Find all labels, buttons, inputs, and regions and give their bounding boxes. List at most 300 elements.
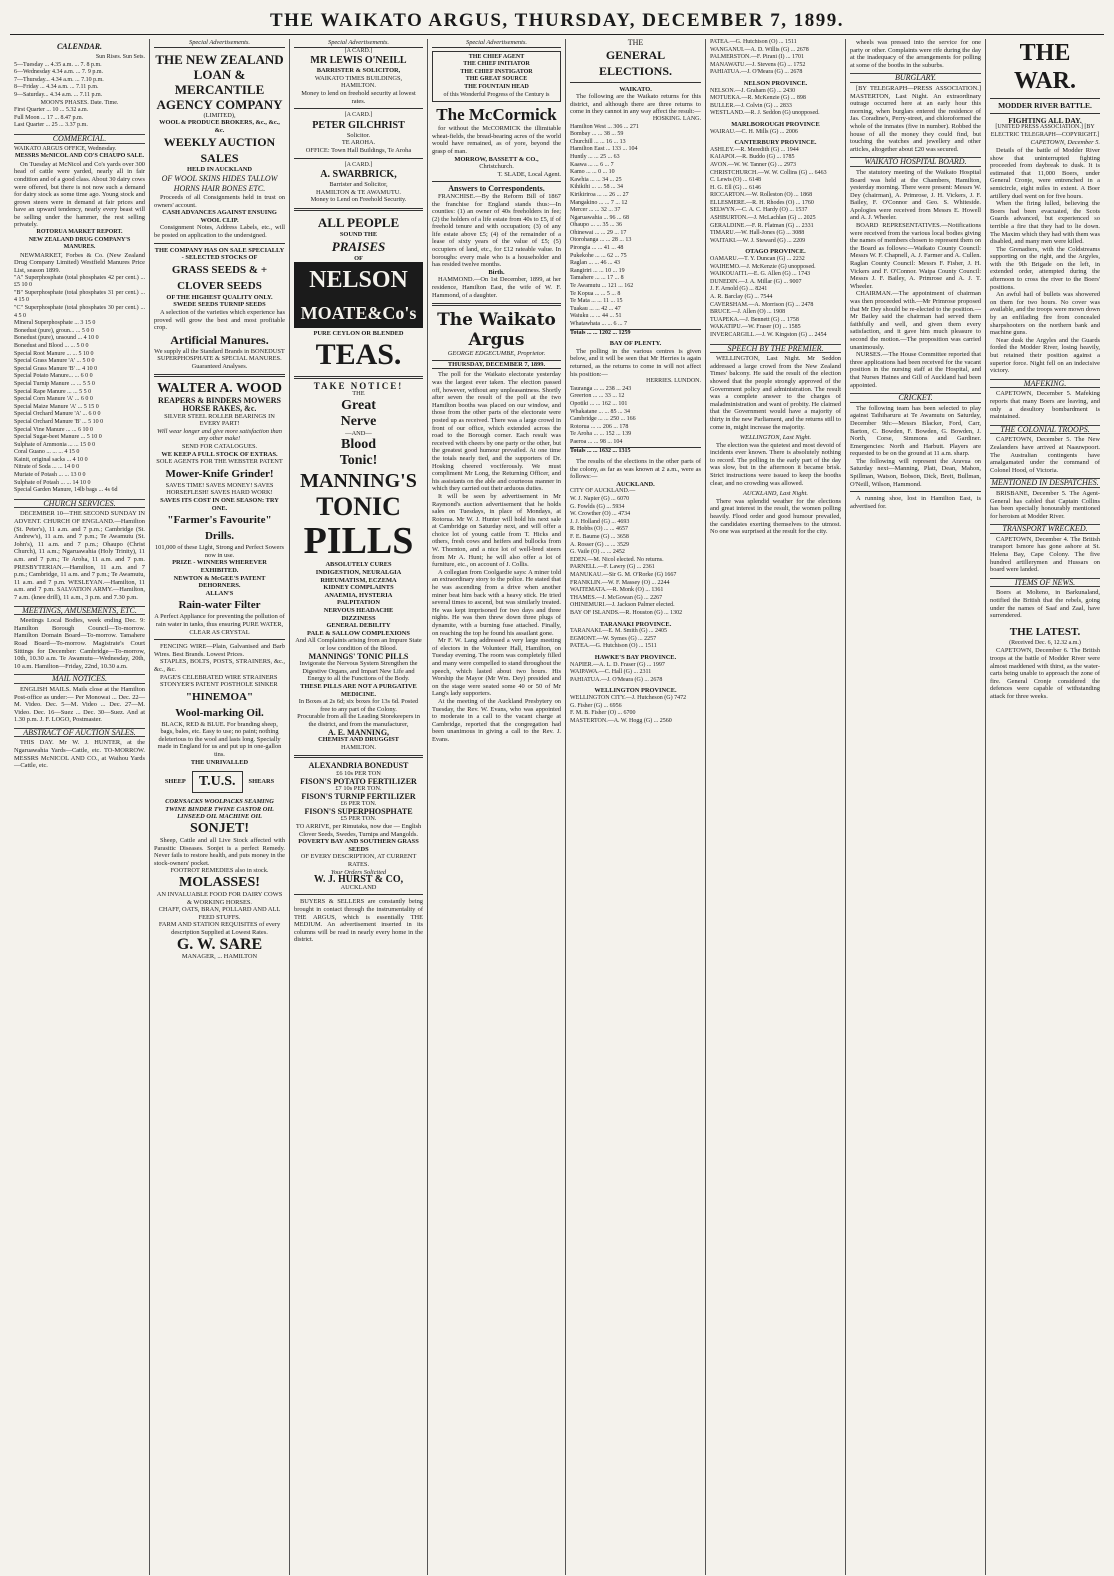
war-text-3: The Grenadiers, with the Coldstreams supporting on the right, and the Argyles, with the 9th Brigade on the left, in extended order, attempted during the afternoon to cross the river to the Boers' positions. [990, 245, 1100, 291]
divider [154, 639, 285, 640]
col4-header: Special Advertisements. [432, 39, 561, 48]
result-row: Ohinewai ... ... 29 ... 17 [570, 229, 627, 236]
column-7 [846, 39, 986, 1575]
wood-rakes: HORSE RAKES, &c. [182, 404, 257, 414]
praises: PRAISES [331, 238, 386, 254]
manure-item: Muriate of Potash ... ... 13 0 0 [14, 472, 86, 479]
bop-total: Totals ... ... 1632 ... 1315 [570, 447, 701, 456]
tonic: Tonic! [339, 453, 378, 469]
card-lewis-oneill: MR LEWIS O'NEILL [310, 55, 407, 67]
items-head: ITEMS OF NEWS. [990, 578, 1100, 588]
result-row: KAIAPOI.—R. Buddo (G) ... 1785 [710, 154, 795, 161]
alexandria: ALEXANDRIA BONEDUST [308, 761, 409, 771]
hospital-head: WAIKATO HOSPITAL BOARD. [850, 157, 981, 167]
colonial-head: THE COLONIAL TROOPS. [990, 425, 1100, 435]
column-4 [428, 39, 566, 1575]
moon-row: First Quarter ... 10 ... 5.32 a.m. [14, 107, 89, 114]
leader-1: The poll for the Waikato electorate yesterday was the largest ever taken. The election passed off, however, without any unpleasantness. Shortly after seven the result of the poll at the two Hamilton booths was placed on our window, and those from the other parts of the electorate were posted up as received. There was a large crowd in front of our office, which extended across the road to the Borough corner. Each result was received with cheers by one party or the other, but the greatest good humour prevailed. At one time the totals nearly tied, and the supporters of Dr. Hosking cheered vociferously. We must compliment Mr Long, the Returning Officer, and his assistants on the able and courteous manner in which they carried out their arduous duties. [432, 371, 561, 493]
great: Great [341, 397, 376, 413]
sole-agents: SOLE AGENTS FOR THE WEBSTER PATENT [156, 458, 283, 466]
result-row: Pukekohe ... ... 62 ... 75 [570, 252, 627, 259]
result-row: Opotiki ... ... 162 ... 101 [570, 400, 628, 407]
all-people: ALL PEOPLE [317, 214, 400, 230]
result-row: BRUCE.—J. Allen (O) ... 1908 [710, 309, 786, 316]
fighting: FIGHTING ALL DAY. [1008, 115, 1082, 125]
leader-4: Mr F. W. Lang addressed a very large meeting of electors in the Volunteer Hall, Hamilton, on Tuesday evening. The room was completely filled and many were compelled to stand throughout the speech, which lasted about two hours. His Worship the Mayor (Mr Wm. Dey) presided and on the stage were seated some 40 or 50 of Mr Lang's lady supporters. [432, 637, 561, 698]
nzlma-trade: WOOL & PRODUCE BROKERS, &c., &c., &c. [159, 119, 280, 134]
cure-item: ANAEMIA, HYSTERIA [324, 591, 393, 599]
bop-head: BAY OF PLENTY. [609, 340, 662, 348]
manure-item: Special Grass Manure 'B' ... 4 10 0 [14, 365, 98, 372]
dateline: CAPETOWN, December 5. [1030, 139, 1100, 147]
result-row: Hamilton East ... 133 ... 104 [570, 146, 638, 153]
result-row: Waiuku ... ... 44 ... 51 [570, 313, 622, 320]
otago-head: OTAGO PROVINCE. [745, 248, 806, 256]
result-row: C. Lewis (O) ... 6148 [710, 177, 761, 184]
orders: Your Orders Solicited [330, 868, 387, 876]
card-title: Barrister and Solicitor, [329, 181, 388, 189]
result-row: Paeroa ... ... 98 ... 104 [570, 438, 623, 445]
chemist: CHEMIST AND DRUGGIST [318, 736, 399, 744]
consignment-text: Consignment Notes, Address Labels, etc., will be posted on application to the undersigned. [154, 224, 285, 239]
manures-text: NEWMARKET, Forbes & Co. (New Zealand Drug Company Limited) Westfield Manures Price List, season 1899. [14, 251, 145, 275]
divider [154, 374, 285, 377]
elections-title: GENERAL ELECTIONS. [598, 47, 673, 78]
result-row: PAHIATUA.—J. O'Meara (G) ... 2678 [570, 676, 663, 683]
fisons-turnip: FISON'S TURNIP FERTILIZER [301, 791, 416, 801]
leader-5: At the meeting of the Auckland Presbytery on Tuesday, the Rev. W. Evans, who was appointed to moderate in a call to the vacant charge at Cambridge, reported that the congregation had been unanimous in giving a call to the Rev. J. Evans. [432, 697, 561, 743]
manure-item: Sulphate of Ammonia ... ... 15 0 0 [14, 441, 96, 448]
result-row: WESTLAND.—R. J. Seddon (G) unopposed. [710, 110, 820, 117]
result-row: SELWYN.—C. A. C. Hardy (O) ... 1537 [710, 207, 808, 214]
commercial-title: COMMERCIAL. [14, 134, 145, 144]
result-row: MANAWATU.—J. Stevens (G) ... 1752 [710, 61, 806, 68]
cash-advances: CASH ADVANCES AGAINST ENSUING WOOL CLIP. [162, 209, 277, 224]
take-notice: TAKE NOTICE! [313, 380, 404, 391]
farm-requisites: FARM AND STATION REQUISITES of every description Supplied at Lowest Rates. [158, 921, 281, 936]
result-row: WELLINGTON CITY.—J. Hutcheson (G) 7472 [570, 694, 687, 701]
divider [294, 755, 423, 758]
result-row: BULLER.—J. Colvin (G) ... 2833 [710, 102, 792, 109]
goods-list: OF WOOL SKINS HIDES TALLOW HORNS HAIR BONES ETC. [161, 173, 278, 193]
hurst-town: AUCKLAND [340, 883, 377, 891]
hinemoa: "HINEMOA" [185, 690, 254, 703]
wood-reapers: REAPERS & BINDERS MOWERS [158, 396, 281, 406]
result-row: F. E. Baume (G) ... 3658 [570, 534, 629, 541]
result-row: Cambridge ... ... 250 ... 166 [570, 416, 636, 423]
saves-time: SAVES TIME! SAVES MONEY! SAVES HORSEFLESH! SAVES HARD WORK! [165, 481, 274, 497]
manufacturer: A. E. MANNING, [327, 727, 390, 737]
manure-item: "B" Superphosphate (total phosphates 31 per cent.) ... 4 15 0 [14, 289, 145, 304]
result-row: W. Crowther (O) ... 4734 [570, 511, 631, 518]
moon-header: MOON'S PHASES. Date. Time. [40, 99, 119, 106]
result-row: INVERCARGILL.—J. W. Kingston (G) ... 2454 [710, 331, 827, 338]
highest-quality: OF THE HIGHEST QUALITY ONLY. [166, 293, 273, 301]
saves-cost: SAVES ITS COST IN ONE SEASON: TRY ONE. [160, 497, 279, 512]
result-row: Rotorua ... ... 206 ... 178 [570, 423, 629, 430]
artificial-text: We supply all the Standard Brands in BONEDUST SUPERPHOSPHATE & SPECIAL MANURES. Guaranteed Analyses. [154, 347, 285, 370]
artificial-title: Artificial Manures. [170, 332, 269, 347]
result-row: WAITAKI.—W. J. Steward (G) ... 2209 [710, 237, 806, 244]
manure-item: Special Grass Manure 'A' ... 5 0 0 [14, 358, 95, 365]
pills: PILLS [303, 520, 414, 563]
result-row: PAHIATUA.—J. O'Meara (G) ... 2678 [710, 69, 803, 76]
divider [294, 894, 423, 895]
result-row: Greerton ... ... 33 ... 12 [570, 393, 625, 400]
canterbury-head: CANTERBURY PROVINCE. [734, 139, 817, 147]
pages-strainers: PAGE'S CELEBRATED WIRE STRAINERS [160, 673, 278, 681]
divider [850, 491, 981, 492]
fisons-potato: FISON'S POTATO FERTILIZER [300, 776, 417, 786]
otago-table [710, 256, 841, 340]
card-label: [A CARD.] [344, 47, 373, 54]
drills-text: 101,000 of these Light, Strong and Perfect Sowers now in use. [154, 544, 285, 559]
result-row: G. Vaile (O) ... ... 2452 [570, 549, 625, 556]
divider [432, 181, 561, 182]
keep-stock: WE KEEP A FULL STOCK OF EXTRAS. [161, 450, 278, 458]
cure-item: DIZZINESS [341, 614, 376, 622]
of-every: OF EVERY DESCRIPTION, AT CURRENT RATES. [300, 853, 417, 869]
box-line: THE CHIEF INSTIGATOR [460, 68, 533, 75]
card-money: Money to lend on freehold security at lowest rates. [301, 89, 416, 105]
result-row: WAIPAWA.—C. Hall (G) ... 2311 [570, 669, 652, 676]
result-row: Hamilton West ... 306 ... 271 [570, 123, 639, 130]
wood-wear: Will wear longer and give more satisfaction than any other make! [157, 427, 282, 443]
answers-title: Answers to Correspondents. [448, 184, 545, 194]
column-8 [986, 39, 1104, 1575]
manure-item: Sulphate of Potash ... ... 14 10 0 [14, 479, 91, 486]
pure-ceylon: PURE CEYLON OR BLENDED [313, 330, 404, 338]
manure-item: Coral Guano ... ... ... 4 15 0 [14, 449, 80, 456]
war-title: THE WAR. [1013, 40, 1076, 94]
blood: Blood [340, 437, 376, 453]
result-row: OHINEMURI.—J. Jackson Palmer elected. [570, 602, 675, 609]
dateline: THURSDAY, DECEMBER 7, 1899. [432, 360, 561, 370]
waikato-total: Totals ... ... 1202 ... 1259 [570, 329, 701, 338]
buyers-sellers: BUYERS & SELLERS are constantly being brought in contact through the instrumentality of THE ARGUS, which is essentially THE MEDIUM. An advertisement inserted in its columns will be read in nearly every home in the district. [294, 898, 423, 944]
items-text: Boers at Molteno, in Barkunaland, notified the British that the rebels, going under the names of Saaf and Zaal, have surrendered. [990, 589, 1100, 620]
card-swarbrick: A. SWARBRICK, [320, 169, 397, 181]
result-row: ASHLEY.—R. Meredith (G) ... 1944 [710, 146, 799, 153]
bop-intro: The polling in the various centres is given below, and it will be seen that Mr Herries is again returned, as the returns to come in will not affect his position:— [570, 347, 701, 378]
card-town: TE AROHA. [341, 139, 376, 147]
column-1 [10, 39, 150, 1575]
nelson-banner: NELSON [294, 262, 423, 298]
card-addr: WAIKATO TIMES BUILDINGS, [314, 74, 403, 82]
card-money: Money to Lend on Freehold Security. [310, 196, 407, 204]
column-3 [290, 39, 428, 1575]
result-row: Otorohanga ... ... 28 ... 13 [570, 237, 632, 244]
other-seats [570, 557, 701, 618]
result-row: Ngaruawahia ... 96 ... 68 [570, 214, 629, 221]
newton-dehorners: NEWTON & McGEE'S PATENT DEHORNERS. [173, 574, 266, 590]
mannings: MANNING'S [300, 470, 417, 493]
cricket-text-2: The following will represent the Aravua on Saturday next—Manning, Platt, Dean, Mahon, Spillman, Watson, Bobson, Dick, Breit, Bullman, O'Neill, Wilson, Hammond. [850, 457, 981, 488]
mccormick-text: for without the McCORMICK the illimitable wheat-fields, the bread-bearing acres of the world would have remained, as of yore, beyond the grasp of man. [432, 125, 561, 155]
not-purgative: THESE PILLS ARE NOT A PURGATIVE MEDICINE. [300, 682, 417, 698]
intro-text: wheels was pressed into the service for one party or other. Complaints were rife during the day at the inadequacy of the arrangements for polling at some of the booths in the suburbs. [850, 39, 981, 69]
molasses: MOLASSES! [179, 875, 260, 890]
result-row: ASHBURTON.—J. McLachlan (G) ... 2025 [710, 215, 816, 222]
poverty-bay: POVERTY BAY AND SOUTHERN GRASS SEEDS [298, 838, 419, 853]
result-row: WAIRAU.—C. H. Mills (G) ... 2006 [710, 128, 798, 135]
result-row: WAITEMATA.—R. Monk (O) ... 1361 [570, 587, 664, 594]
burglary-head: BURGLARY. [850, 73, 981, 83]
leader-3: A collegian from Coolgardie says: A miner told an extraordinary story to the police. He stated that he was ascending from a drive when another miner beat him back with a heavy stick. He tried several times to ascend, but was similarly treated. He was kept imprisoned for two days and three nights. He was then threw down three plugs of dynamite, with a burning fuse attached. Finally, on reaching the top he found his assailant gone. [432, 568, 561, 637]
and-all: And All Complaints arising from an Impure State or low condition of the Blood. [295, 637, 422, 652]
meetings-text: Meetings Local Bodies, week ending Dec. 9: Hamilton Borough Council—To-morrow. Hamilton Domain Board—To-morrow. Tamahere Road Board—To-morrow. Magistrate's Court Sittings for December: Cambridge—To-morrow, 10th, 10.30 a.m. Te Awamutu—Wednesday, 20th, 10 a.m. Hamilton—Friday, 22nd, 10.30 a.m. [14, 617, 145, 670]
mccormick-town: Christchurch. [479, 163, 514, 171]
result-row: W. J. Napier (G) ... 6070 [570, 496, 630, 503]
abstract-title: ABSTRACT OF AUCTION SALES. [14, 728, 145, 738]
cornsacks: CORNSACKS WOOLPACKS SEAMING TWINE BINDER TWINE CASTOR OIL LINSEED OIL MACHINE OIL [165, 798, 274, 821]
calendar-header: Sun Rises. Sun Sets. [95, 54, 145, 60]
manure-item: Special Corn Manure 'A' ... 6 0 0 [14, 396, 93, 403]
col6-top-table [710, 39, 841, 77]
latest-sub: (Received Dec. 6, 12.32 a.m.) [1009, 639, 1081, 646]
manure-item: "C" Superphosphate (total phosphates 30 per cent.) ... 4 5 0 [14, 305, 145, 319]
result-row: Kamo ... ... 0 ... 10 [570, 169, 615, 176]
staples: STAPLES, BOLTS, POSTS, STRAINERS, &c., &c., &c. [154, 658, 285, 673]
chemist-town: HAMILTON. [341, 743, 376, 751]
card-label: [A CARD.] [344, 161, 373, 168]
column-6 [706, 39, 846, 1575]
manures-title: NEW ZEALAND DRUG COMPANY'S MANURES. [28, 236, 131, 251]
chaff: CHAFF, OATS, BRAN, POLLARD AND ALL FEED STUFFS. [158, 906, 281, 921]
result-row: Whatawhata ... ... 6 ... 7 [570, 321, 627, 327]
sonjet-text: Sheep, Cattle and all Live Stock affected with Parasitic Diseases. Sonjet is a perfect Remedy. Never fails to restore health, and puts money in the stock-owners' pocket. [154, 837, 285, 867]
the: THE [352, 390, 365, 398]
manure-item: Bonedust (pure), groun... ... 5 0 0 [14, 327, 94, 334]
marlborough-head: MARLBOROUGH PROVINCE [731, 120, 820, 128]
rain-filter: Rain-water Filter [178, 599, 261, 612]
marlborough-table [710, 129, 841, 137]
fisons-super: FISON'S SUPERPHOSPHATE [304, 806, 413, 816]
card-title: BARRISTER & SOLICITOR, [316, 67, 401, 75]
calendar-row: 8—Friday ... 4.34 a.m. ... 7.11 p.m. [14, 84, 99, 91]
result-row: G. Fowlds (G) ... 5934 [570, 503, 625, 510]
procurable: Procurable from all the Leading Storekeepers in the district, and from the manufacturer, [297, 713, 420, 728]
column-2 [150, 39, 290, 1575]
proprietor: GEORGE EDGECUMBE, Proprietor. [447, 350, 546, 358]
send-catalogues: SEND FOR CATALOGUES. [181, 443, 258, 451]
manager: MANAGER, ... HAMILTON [181, 952, 258, 960]
manure-item: Special Maize Manure 'A' ... 5 15 0 [14, 403, 99, 410]
result-row: Kawhia ... ... 34 ... 25 [570, 176, 622, 183]
manure-item: Mineral Superphosphate ... 3 15 0 [14, 320, 96, 327]
city-head: CITY OF AUCKLAND.— [570, 488, 636, 495]
cure-item: RHEUMATISM, ECZEMA [320, 576, 397, 584]
colonial-text: CAPETOWN, December 5. The New Zealanders have arrived at Naauwpoort. The Australian contingents have amalgamated under the command of Colonel Hood, of Victoria. [990, 436, 1100, 474]
cure-item: PALE & SALLOW COMPLEXIONS [307, 629, 410, 637]
box-line: THE FOUNTAIN HEAD [464, 83, 529, 90]
result-row: EDEN.—M. Nicol elected. No returns. [570, 556, 664, 563]
result-row: BAY OF ISLANDS.—R. Houston (G) ... 1302 [570, 609, 683, 616]
result-row: Te Kopua ... ... 5 ... 8 [570, 290, 621, 297]
mafeking-head: MAFEKING. [990, 379, 1100, 389]
result-row: J. F. Arnold (G) ... 8241 [710, 286, 768, 293]
cure-item: PALPITATION [337, 599, 380, 607]
taranaki-table [570, 628, 701, 651]
result-row: G. Fisher (G) ... 6956 [570, 702, 622, 709]
result-row: Huntly ... ... 25 ... 63 [570, 153, 620, 160]
teas: TEAS. [315, 337, 402, 371]
mafeking-text: CAPETOWN, December 5. Mafeking reports that many Boers are leaving, and only a desultory bombardment is maintained. [990, 390, 1100, 421]
result-row: PARNELL.—F. Lawry (G) ... 2361 [570, 564, 655, 571]
divider [294, 108, 423, 109]
result-row: Rangiriri ... ... 10 ... 19 [570, 267, 625, 274]
calendar-rows [14, 62, 145, 100]
birth-title: Birth. [488, 268, 505, 276]
canterbury-table [710, 147, 841, 246]
war-text-4: An awful hail of bullets was showered on them for two hours. No cover was available, and the troops were mown down by an enfilading fire from concealed sharpshooters on the northern bank and machine guns. [990, 291, 1100, 337]
allans: ALLAN'S [205, 589, 234, 597]
cure-item: INDIGESTION, NEURALGIA [315, 569, 402, 577]
hurst: W. J. HURST & CO, [313, 874, 404, 886]
unrivalled: THE UNRIVALLED [190, 758, 249, 766]
result-row: MASTERTON.—A. W. Hogg (G) ... 2560 [570, 717, 672, 724]
manure-item: Special Vine Manure ... ... 6 10 0 [14, 426, 94, 433]
molasses-text: AN INVALUABLE FOOD FOR DAIRY COWS & WORKING HORSES. [156, 891, 283, 906]
calendar-row: 5—Tuesday ... 4.35 a.m. ... 7. 8 p.m. [14, 61, 102, 68]
abstract-text: THIS DAY. Mr W. J. HUNTER, at the Ngaruawahia Yards—Cattle, etc. TO-MORROW. MESSRS McNICOL AND CO., at Waihou Yards—Cattle, etc. [14, 739, 145, 770]
result-row: WAIKOUAITI.—E. G. Allen (G) ... 1743 [710, 271, 811, 278]
waikato-table [570, 124, 701, 329]
held-in: HELD IN AUCKLAND [187, 166, 252, 174]
commercial-sub: WAIKATO ARGUS OFFICE, Wednesday. [14, 145, 117, 152]
result-row: THAMES.—J. McGowan (G) ... 2267 [570, 594, 663, 601]
tonic-word: TONIC [316, 492, 401, 522]
manure-item: Nitrate of Soda ... ... 14 0 0 [14, 464, 80, 471]
result-row: A. R. Barclay (G) ... 7544 [710, 294, 773, 300]
chief-agent-box [432, 51, 561, 103]
manure-list [14, 275, 145, 495]
waikato-intro: The following are the Waikato returns for this district, and although there are three returns to come in they cannot in any way affect the result:— [570, 93, 701, 116]
cure-item: GENERAL DEBILITY [326, 622, 391, 630]
result-row: Kaawa ... ... 6 ... 7 [570, 161, 614, 168]
box-line: THE CHIEF INITIATOR [463, 61, 530, 68]
proceeds-text: Proceeds of all Consignments held in trust on owners' account. [154, 193, 285, 209]
col2-header: Special Advertisements. [154, 39, 285, 48]
result-row: Te Mata ... ... 11 ... 15 [570, 298, 623, 305]
result-row: CHRISTCHURCH.—W. W. Collins (G) ... 6463 [710, 169, 827, 176]
birth-text: HAMMOND.—On 1st December, 1899, at her residence, Hamilton East, the wife of W. F. Hammond, of a daughter. [432, 276, 561, 299]
result-row: WAIHEMO.—J. McKenzie (G) unopposed. [710, 263, 816, 270]
result-row: Bombay ... ... 38 ... 59 [570, 131, 624, 138]
wood-text: SILVER STEEL ROLLER BEARINGS IN EVERY PART! [164, 412, 275, 428]
transport-head: TRANSPORT WRECKED. [990, 524, 1100, 534]
divider [294, 208, 423, 211]
result-row: TARANAKI.—E. M. Smith (G) ... 2405 [570, 628, 668, 635]
war-text-5: Near dusk the Argyles and the Guards forded the Modder River, losing heavily, but retained their position against a superior force. Night fell on an indecisive victory. [990, 336, 1100, 375]
result-row: GERALDINE.—F. R. Flatman (G) ... 2331 [710, 222, 814, 229]
result-row: Kihikihi ... ... 58 ... 34 [570, 184, 624, 191]
wellington-table [570, 695, 701, 725]
result-row: PATEA.—G. Hutchison (O) ... 1511 [710, 39, 797, 45]
manure-item: "A" Superphosphate (total phosphates 42 per cent.) ... £5 10 0 [14, 274, 145, 289]
result-row: Tamahere ... ... 17 ... 8 [570, 275, 624, 282]
divider [294, 158, 423, 159]
sound-the: SOUND THE [339, 230, 378, 238]
leader-2: It will be seen by advertisement in Mr Raymond's auction advertisement that he holds sales on Tuesdays, in place of Mondays, at Rotorua. Mr W. J. Hunter will hold his next sale at Cambridge on Saturday next, and will offer a choice lot of young cattle from T. Hicks and others, fresh cows and heifers and bullocks from W. Thornton, and a nice lot of well-bred steers from Mr A. Hunt; he will also offer a lot of furniture, etc., on account of J. Collis. [432, 492, 561, 569]
war-text-2: When the firing lulled, believing the Boers had been evacuated, the Scots Guards advanced, but experienced so terrible a fire that they had to lie down. The Maxim which they had with them was disabled, and many men were killed. [990, 200, 1100, 246]
fencing: FENCING WIRE—Plain, Galvanised and Barb Wires. Best Brands. Lowest Prices. [154, 643, 285, 658]
marking-text: BLACK, RED & BLUE. For branding sheep, bags, bales, etc. Easy to use; no paint; nothing deleterious to the wool and lasts long. Specially made in England for us and put up in one-gallon tins. [157, 720, 282, 759]
despatches-text: BRISBANE, December 5. The Agent-General has cabled that Captain Collins has been specially honourably mentioned for heroism at Modder River. [990, 489, 1100, 520]
manure-item: Kainit, original sacks ... 4 10 0 [14, 456, 88, 463]
masthead: THE WAIKATO ARGUS, THURSDAY, DECEMBER 7, 1899. [10, 8, 1104, 35]
result-row: F. M. B. Fisher (O) ... 6700 [570, 710, 636, 717]
result-row: Te Awamutu ... 121 ... 162 [570, 283, 634, 290]
closing-text: A running shoe, lost in Hamilton East, is advertised for. [850, 495, 981, 510]
fisons-super-price: £5 PER TON. [340, 815, 377, 823]
waikato-cols: HOSKING. LANG. [652, 115, 701, 122]
result-row: TUAPEKA.—J. Bennett (G) ... 1758 [710, 316, 799, 323]
wellington-text: The election was the quietest and most devoid of incidents ever known. There is absolutely nothing to record. The polling in the early part of the day was slow, but in the afternoon it became brisk. Strict instructions were issued to keep the booths clear, and no crowding was allowed. [710, 441, 841, 487]
result-row: A. Rosser (G) ... ... 3529 [570, 541, 629, 548]
divider [294, 376, 423, 379]
result-row: MOTUEKA.—R. McKenzie (G) ... 898 [710, 95, 806, 102]
selection-text: A selection of the varieties which experience has proved will grow the best and most profitable crop. [154, 308, 285, 332]
divider [570, 82, 701, 83]
result-row: TIMARU.—W. Hall-Jones (G) ... 3088 [710, 230, 805, 237]
tus-logo: T.U.S. [192, 771, 243, 793]
result-row: PALMERSTON.—F. Pirani (I) ... 1701 [710, 54, 805, 61]
result-row: Mangakino ... ... 7 ... 12 [570, 199, 628, 206]
divider [432, 303, 561, 306]
manure-item: Special Garden Manure, 14lb bags ... 4s 6d [14, 487, 118, 494]
result-row: CAVERSHAM.—A. Morrison (G) ... 2478 [710, 301, 814, 308]
col3-header: Special Advertisements. [294, 39, 423, 48]
commercial-head: MESSRS McNICOL AND CO'S CHAUPO SALE. [14, 153, 145, 160]
manure-item: Special Orchard Manure 'A' ... 6 0 0 [14, 411, 101, 418]
wood-title: WALTER A. WOOD [157, 381, 282, 397]
absolutely-cures: ABSOLUTELY CURES [325, 561, 392, 569]
result-row: H. G. Ell (G) ... 6146 [710, 184, 761, 191]
box-line: THE CHIEF AGENT [468, 53, 525, 60]
fisons-turnip-price: £6 PER TON. [340, 800, 377, 808]
box-line: THE GREAT SOURCE [465, 76, 528, 83]
auckland-night: AUCKLAND, Last Night. [743, 490, 808, 498]
manure-item: Special Orchard Manure 'B' ... 5 10 0 [14, 418, 104, 425]
fisons-potato-price: £7 10s PER TON. [335, 785, 382, 793]
nelson-head: NELSON PROVINCE. [743, 79, 808, 87]
result-row: NAPIER.—A. L. D. Fraser (G) ... 1997 [570, 661, 665, 668]
nzlma-limited: (LIMITED), [203, 111, 236, 119]
rotorua-title: ROTORUA MARKET REPORT. [36, 229, 123, 236]
sonjet: SONJET! [189, 821, 250, 837]
card-gilchrist: PETER GILCHRIST [312, 119, 405, 131]
calendar-row: 6—Wednesday 4.34 a.m. ... 7. 9 p.m. [14, 69, 104, 76]
divider [990, 98, 1100, 99]
card-title: Solicitor. [346, 131, 371, 139]
tus-box [154, 768, 285, 796]
mail-title: MAIL NOTICES. [14, 674, 145, 684]
boxes: In Boxes at 2s 6d; six boxes for 13s 6d. Posted free to any part of the Colony. [298, 698, 419, 713]
rangiriri: TO ARRIVE, per Rimutaka, now due — English Clover Seeds, Swedes, Turnips and Mangolds. [295, 823, 422, 838]
result-row: NELSON.—J. Graham (G) ... 2430 [710, 87, 796, 94]
premier-text: WELLINGTON, Last Night. Mr Seddon addressed a large crowd from the New Zealand Times' balcony. He said the result of the election showed that the people strongly approved of the Government policy and administration. The result was a complete answer to the charges of maladministration and want of probity. He claimed that the Government would have a majority of thirty in the new Parliament, and the returns still to come in, might increase the majority. [710, 355, 841, 431]
result-row: WANGANUI.—A. D. Willis (G) ... 2678 [710, 46, 809, 53]
result-row: FRANKLIN.—W. F. Massey (O) ... 2244 [570, 579, 670, 586]
manure-item: Special Turnip Manure ... ... 5 5 0 [14, 380, 95, 387]
and: —AND— [345, 429, 372, 437]
tus-shears: SHEARS [248, 778, 275, 786]
result-row: EGMONT.—W. Symes (G) ... 2257 [570, 635, 657, 642]
farmers-favourite: "Farmer's Favourite" Drills. [167, 514, 272, 543]
sare: G. W. SARE [176, 935, 263, 953]
cricket-text: The following team has been selected to play against Taihiharuru at Te Awamutu on Saturday, December 9th:—Messrs Blacker, Ford, Carr, Barton, C. Bowden, F. Bowden, G. Bowden, J. North, Corse, Simmons and Gardiner. Emergencies: North and Harbutt. Players are requested to be on the ground at 11 a.m. sharp. [850, 404, 981, 458]
